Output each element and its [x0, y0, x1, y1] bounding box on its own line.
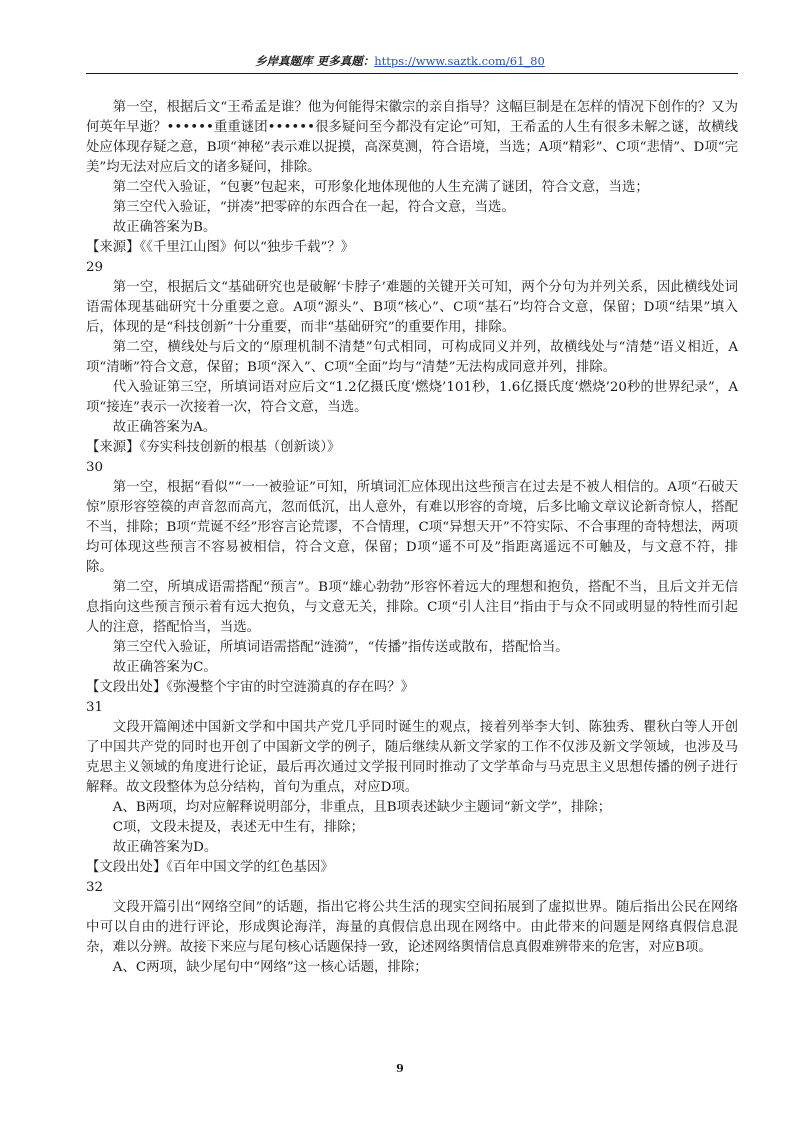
paragraph: 故正确答案为B。 — [112, 220, 217, 235]
paragraph: 第三空代入验证，“拼凑”把零碎的东西合在一起，符合文意，当选。 — [112, 200, 515, 215]
paragraph: 故正确答案为C。 — [112, 660, 217, 675]
source-note: 【文段出处】《弥漫整个宇宙的时空涟漪真的存在吗？》 — [86, 680, 415, 695]
page-number: 9 — [396, 1062, 404, 1075]
source-note: 【文段出处】《百年中国文学的红色基因》 — [86, 860, 334, 875]
paragraph: A、B两项，均对应解释说明部分，非重点，且B项表述缺少主题词“新文学”，排除； — [112, 800, 612, 815]
paragraph: 第一空，根据后文“基础研究也是破解‘卡脖子’难题的关键开关可知，两个分句为并列关系，因此横线处词语需体现基础研究十分重要之意。A项“源头”、B项“核心”、C项“基石”均符合文意，保留；D项“结果”填入后，体现的是“科技创新”十分重要，而非“基础研究”的重要作用，排除。 — [86, 280, 738, 335]
paragraph: 故正确答案为A。 — [112, 420, 217, 435]
question-number: 31 — [86, 700, 104, 715]
paragraph: 第一空，根据“看似”“一一被验证”可知，所填词汇应体现出这些预言在过去是不被人相信的。A项“石破天惊”原形容箜篌的声音忽而高亢，忽而低沉，出人意外，有难以形容的奇境，后多比喻文章议论新奇惊人，搭配不当，排除；B项“荒诞不经”形容言论荒谬，不合情理，C项“异想天开”不符实际、不合事理的奇特想法，两项均可体现这些预言不容易被相信，符合文意，保留；D项“遥不可及”指距离遥远不可触及，与文意不符，排除。 — [86, 480, 738, 575]
question-number: 30 — [86, 460, 104, 475]
paragraph: A、C两项，缺少尾句中“网络”这一核心话题，排除； — [112, 960, 428, 975]
paragraph: 第三空代入验证，所填词语需搭配“涟漪”，“传播”指传送或散布，搭配恰当。 — [112, 640, 569, 655]
header-link[interactable]: https://www.saztk.com/61_80 — [374, 54, 545, 68]
paragraph: C项，文段未提及，表述无中生有，排除； — [112, 820, 365, 835]
source-note: 【来源】《《千里江山图》何以“独步千载”？》 — [86, 240, 355, 255]
paragraph: 第二空代入验证，“包裹”包起来，可形象化地体现他的人生充满了谜团，符合文意，当选； — [112, 180, 649, 195]
question-number: 32 — [86, 880, 104, 895]
question-number: 29 — [86, 260, 104, 275]
document-body — [86, 98, 738, 978]
paragraph: 第一空，根据后文“王希孟是谁？他为何能得宋徽宗的亲自指导？这幅巨制是在怎样的情况下创作的？又为何英年早逝？••••••重重谜团••••••很多疑问至今都没有定论”可知，王希孟的人生有很多未解之谜，故横线处应体现存疑之意，B项“神秘”表示难以捉摸，高深莫测，符合语境，当选；A项“精彩”、C项“悲情”、D项“完美”均无法对应后文的诸多疑问，排除。 — [86, 100, 738, 175]
paragraph: 文段开篇引出“网络空间”的话题，指出它将公共生活的现实空间拓展到了虚拟世界。随后指出公民在网络中可以自由的进行评论，形成舆论海洋，海量的真假信息出现在网络中。由此带来的问题是网络真假信息混杂，难以分辨。故接下来应与尾句核心话题保持一致，论述网络舆情信息真假难辨带来的危害，对应B项。 — [86, 900, 738, 955]
paragraph: 第二空，横线处与后文的“原理机制不清楚”句式相同，可构成同义并列，故横线处与“清楚”语义相近，A项“清晰”符合文意，保留；B项“深入”、C项“全面”均与“清楚”无法构成同意并列，排除。 — [86, 340, 738, 375]
header-divider — [86, 73, 738, 74]
paragraph: 第二空，所填成语需搭配“预言”。B项“雄心勃勃”形容怀着远大的理想和抱负，搭配不当，且后文并无信息指向这些预言预示着有远大抱负，与文意无关，排除。C项“引人注目”指由于与众不同或明显的特性而引起人的注意，搭配恰当，当选。 — [86, 580, 738, 635]
header-site-label: 乡岸真题库 更多真题： — [255, 54, 375, 68]
paragraph: 代入验证第三空，所填词语对应后文“1.2亿摄氏度‘燃烧’101秒，1.6亿摄氏度‘燃烧’20秒的世界纪录”，A项“接连”表示一次接着一次，符合文意，当选。 — [86, 380, 738, 415]
paragraph: 故正确答案为D。 — [112, 840, 218, 855]
page-header — [0, 54, 800, 68]
paragraph: 文段开篇阐述中国新文学和中国共产党几乎同时诞生的观点，接着列举李大钊、陈独秀、瞿秋白等人开创了中国共产党的同时也开创了中国新文学的例子，随后继续从新文学家的工作不仅涉及新文学领域，也涉及马克思主义领域的角度进行论证，最后再次通过文学报刊同时推动了文学革命与马克思主义思想传播的例子进行解释。故文段整体为总分结构，首句为重点，对应D项。 — [86, 720, 738, 795]
source-note: 【来源】《夯实科技创新的根基（创新谈）》 — [86, 440, 341, 455]
